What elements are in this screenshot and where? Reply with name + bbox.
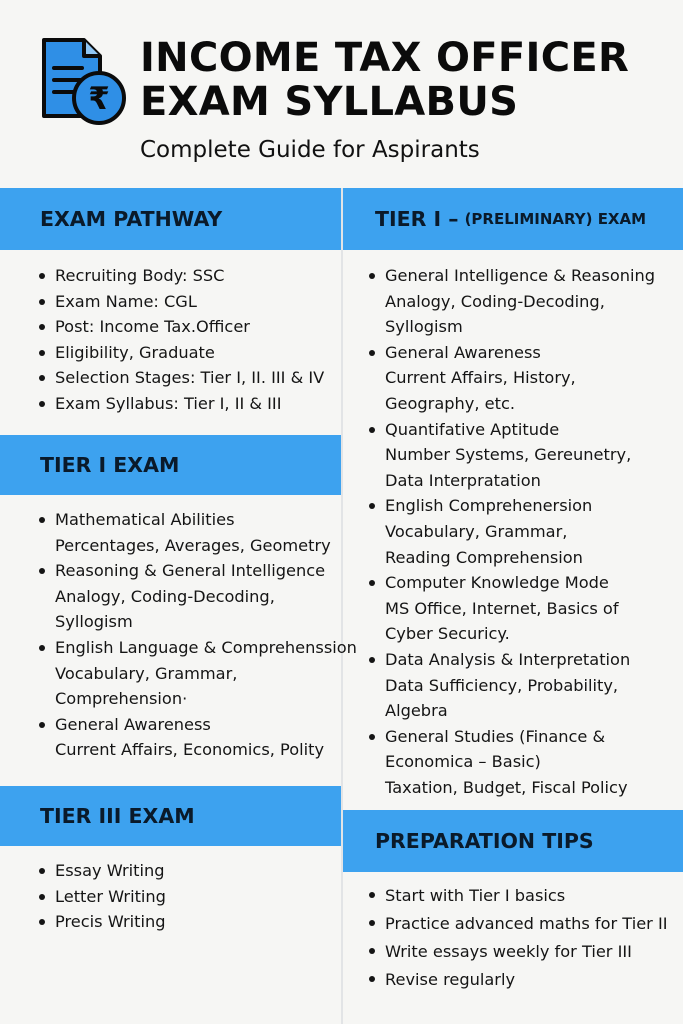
list-item: General Awareness Current Affairs, Economics, Polity: [0, 712, 341, 763]
page-header: [0, 0, 683, 188]
right-column: [343, 188, 683, 1024]
list-item: Letter Writing: [0, 884, 341, 910]
list-item: Post: Income Tax.Officer: [0, 314, 341, 340]
list-item: Exam Syllabus: Tier I, II & III: [0, 391, 341, 417]
list-item: English Comprehenersion Vocabulary, Grammar, Reading Comprehension: [343, 493, 683, 570]
page-title: [140, 36, 629, 124]
list-item: General Awareness Current Affairs, History, Geography, etc.: [343, 340, 683, 417]
list-item: Write essays weekly for Tier III: [343, 938, 683, 966]
rupee-document-icon: [38, 34, 130, 126]
left-column: [0, 188, 357, 1024]
list-item: Eligibility, Graduate: [0, 340, 341, 366]
tier1-prelim-heading: TIER I – (PRELIMINARY) EXAM: [343, 188, 683, 250]
tier3-exam-heading: TIER III EXAM: [0, 786, 341, 846]
exam-pathway-heading: EXAM PATHWAY: [0, 188, 341, 250]
preparation-tips-heading: PREPARATION TIPS: [343, 810, 683, 872]
title-line-2: EXAM SYLLABUS: [140, 79, 519, 125]
exam-pathway-list: [0, 263, 341, 417]
list-item: Recruiting Body: SSC: [0, 263, 341, 289]
title-line-1: INCOME TAX OFFICER: [140, 35, 630, 81]
list-item: General Intelligence & Reasoning Analogy, Coding-Decoding, Syllogism: [343, 263, 683, 340]
list-item: Essay Writing: [0, 858, 341, 884]
list-item: Precis Writing: [0, 909, 341, 935]
list-item: Quantifative Aptitude Number Systems, Gereunetry, Data Interpratation: [343, 417, 683, 494]
list-item: Mathematical Abilities Percentages, Averages, Geometry: [0, 507, 341, 558]
page-subtitle: Complete Guide for Aspirants: [140, 137, 480, 163]
list-item: Revise regularly: [343, 966, 683, 994]
rupee-symbol: ₹: [88, 81, 110, 117]
list-item: Data Analysis & Interpretation Data Sufficiency, Probability, Algebra: [343, 647, 683, 724]
list-item: Start with Tier I basics: [343, 882, 683, 910]
tier3-exam-list: [0, 858, 341, 935]
tier1-prelim-list: [343, 263, 683, 800]
list-item: General Studies (Finance & Economica – Basic) Taxation, Budget, Fiscal Policy: [343, 724, 683, 801]
tier1-exam-list: [0, 507, 357, 763]
list-item: Selection Stages: Tier I, II. III & IV: [0, 365, 341, 391]
list-item: Computer Knowledge Mode MS Office, Internet, Basics of Cyber Securicy.: [343, 570, 683, 647]
tier1-exam-heading: TIER I EXAM: [0, 435, 341, 495]
list-item: English Language & Comprehenssion Vocabulary, Grammar, Comprehension·: [0, 635, 341, 712]
preparation-tips-list: [343, 882, 683, 994]
list-item: Reasoning & General Intelligence Analogy, Coding-Decoding, Syllogism: [0, 558, 341, 635]
list-item: Exam Name: CGL: [0, 289, 341, 315]
list-item: Practice advanced maths for Tier II: [343, 910, 683, 938]
